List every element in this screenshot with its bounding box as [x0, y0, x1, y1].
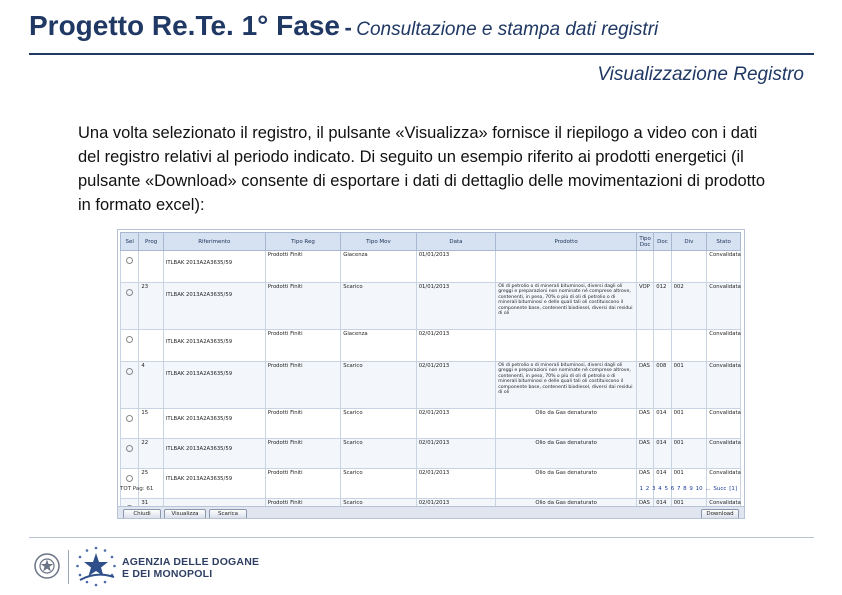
agency-star-logo-icon	[74, 545, 118, 594]
table-row: 15 ITLBAK 2013A2A3635/59 Prodotti Finiti Scarico 02/01/2013 Olio da Gas denaturato DAS 014 001 Convalidata	[121, 409, 741, 439]
row-select-radio[interactable]	[126, 257, 133, 264]
agency-name	[122, 556, 259, 580]
pagination-links[interactable]: 1 2 3 4 5 6 7 8 9 10 ... Succ [1]	[639, 486, 737, 492]
button-bar	[118, 506, 744, 519]
agency-name-line2: E DEI MONOPOLI	[122, 568, 213, 580]
download-button[interactable]: Download	[701, 509, 739, 519]
row-select-radio[interactable]	[126, 289, 133, 296]
row-select-radio[interactable]	[126, 445, 133, 452]
title-subtitle: Consultazione e stampa dati registri	[356, 19, 659, 40]
table-row: 4 ITLBAK 2013A2A3635/59 Prodotti Finiti Scarico 02/01/2013 Oli di petrolio o di minerali bituminosi, diversi dagli oli greggi e preparazioni non nominate né comprese altrove, contenenti, in peso, 70% o più di oli di petrolio o di minerali bituminosi e delle quali tali oli costituiscono il componente base, contenenti biodiesel, diversi dai residui di oli DAS 008 001 Convalidata	[121, 362, 741, 409]
col-header: Doc	[654, 233, 671, 251]
table-header-row	[121, 233, 741, 251]
col-header: Stato	[707, 233, 741, 251]
close-button[interactable]: Chiudi	[123, 509, 161, 519]
col-header: Sel	[121, 233, 139, 251]
table-footer	[120, 484, 740, 496]
col-header: Prodotto	[496, 233, 637, 251]
republic-emblem-icon	[33, 551, 61, 586]
table-row: ITLBAK 2013A2A3635/59 Prodotti Finiti Giacenza 01/01/2013 Convalidata	[121, 251, 741, 283]
row-select-radio[interactable]	[126, 415, 133, 422]
col-header: Tipo Mov	[341, 233, 416, 251]
col-header: Prog	[139, 233, 163, 251]
registry-table	[120, 232, 741, 519]
table-row: 23 ITLBAK 2013A2A3635/59 Prodotti Finiti Scarico 01/01/2013 Oli di petrolio o di minerali bituminosi, diversi dagli oli greggi e preparazioni non nominate né comprese altrove, contenenti, in peso, 70% o più di oli di petrolio o di minerali bituminosi e delle quali tali oli costituiscono il componente base, contenenti biodiesel, diversi dai residui di oli VOP 012 002 Convalidata	[121, 283, 741, 330]
row-select-radio[interactable]	[126, 475, 133, 482]
col-header: Tipo Doc	[636, 233, 653, 251]
row-select-radio[interactable]	[126, 368, 133, 375]
row-select-radio[interactable]	[126, 336, 133, 343]
logo-divider	[68, 550, 69, 584]
col-header: Riferimento	[163, 233, 265, 251]
agency-name-line1: AGENZIA DELLE DOGANE	[122, 556, 260, 568]
title-main: Progetto Re.Te. 1° Fase	[29, 10, 340, 41]
total-pages-label: TOT Pag: 61	[120, 486, 154, 492]
table-row: ITLBAK 2013A2A3635/59 Prodotti Finiti Giacenza 02/01/2013 Convalidata	[121, 330, 741, 362]
export-button[interactable]: Scarica	[209, 509, 247, 519]
table-row: 31 Prodotti Finiti Scarico 02/01/2013 Olio da Gas denaturato DAS 014 001 Convalidata	[121, 499, 741, 520]
col-header: Tipo Reg	[265, 233, 340, 251]
header-divider	[29, 53, 814, 55]
intro-paragraph: Una volta selezionato il registro, il pulsante «Visualizza» fornisce il riepilogo a video con i dati del registro relativi al periodo indicato. Di seguito un esempio riferito ai prodotti energetici (il pulsante «Download» consente di esportare i dati di dettaglio delle movimentazioni di prodotto in formato excel):	[78, 124, 766, 214]
registry-screenshot	[117, 229, 745, 519]
page-title	[29, 10, 658, 42]
col-header: Div	[671, 233, 707, 251]
table-row: 22 ITLBAK 2013A2A3635/59 Prodotti Finiti Scarico 02/01/2013 Olio da Gas denaturato DAS 014 001 Convalidata	[121, 439, 741, 469]
footer-divider	[29, 537, 814, 538]
col-header: Data	[416, 233, 496, 251]
view-button[interactable]: Visualizza	[164, 509, 206, 519]
table-row: 25 ITLBAK 2013A2A3635/59 Prodotti Finiti Scarico 02/01/2013 Olio da Gas denaturato DAS 014 001 Convalidata	[121, 469, 741, 499]
section-title: Visualizzazione Registro	[597, 64, 804, 85]
title-separator: -	[344, 15, 352, 40]
